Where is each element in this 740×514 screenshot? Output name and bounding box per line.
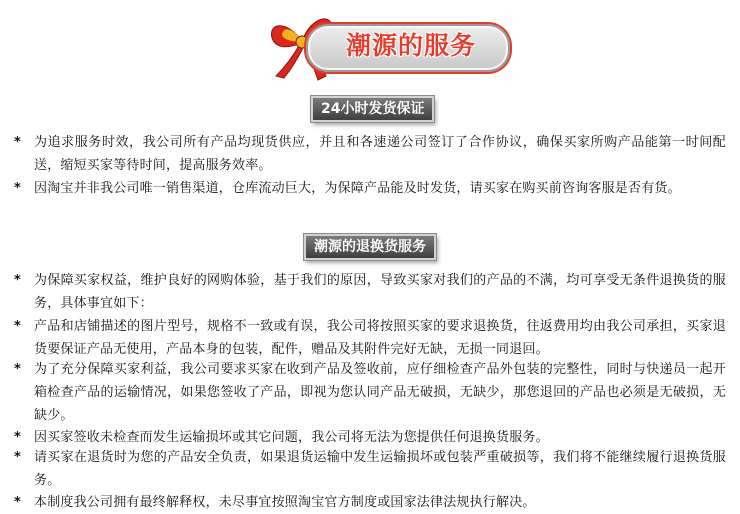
list-item-text: 本制度我公司拥有最终解释权，未尽事宜按照淘宝官方制度或国家法律法规执行解决。 <box>34 495 536 510</box>
list-item-text: 请买家在退货时为您的产品安全负责，如果退货运输中发生运输损坏或包装严重破损等，我们将不能继续履行退换货服务。 <box>34 450 726 488</box>
list-item-text: 因买家签收未检查而发生运输损坏或其它问题，我公司将无法为您提供任何退换货服务。 <box>34 430 549 445</box>
title-banner <box>258 2 514 92</box>
list-item <box>14 315 726 361</box>
list-item-text: 为保障买家权益，维护良好的网购体验，基于我们的原因，导致买家对我们的产品的不满，均可享受无条件退换货的服务，具体事宜如下： <box>34 273 726 311</box>
list-item <box>14 177 726 200</box>
list-item <box>14 131 726 177</box>
bullet-icon: * <box>14 319 21 334</box>
bullet-icon: * <box>14 362 21 377</box>
bullet-icon: * <box>14 273 21 288</box>
section-heading-returns: 潮源的退换货服务 <box>304 234 436 260</box>
list-item-text: 为了充分保障买家利益，我公司要求买家在收到产品及签收前，应仔细检查产品外包装的完整性，同时与快递员一起开箱检查产品的运输情况，如果您签收了产品，即视为您认同产品无破损，无缺少，那您退回的产品也必须是无破损，无缺少。 <box>34 362 726 423</box>
bullet-icon: * <box>14 495 21 510</box>
list-item <box>14 358 726 427</box>
list-item <box>14 269 726 315</box>
bullet-icon: * <box>14 181 21 196</box>
bullet-icon: * <box>14 450 21 465</box>
bullet-icon: * <box>14 430 21 445</box>
list-item-text: 为追求服务时效，我公司所有产品均现货供应，并且和各速递公司签订了合作协议，确保买家所购产品能第一时间配送，缩短买家等待时间，提高服务效率。 <box>34 135 726 173</box>
list-item-text: 因淘宝并非我公司唯一销售渠道，仓库流动巨大，为保障产品能及时发货，请买家在购买前咨询客服是否有货。 <box>34 181 681 196</box>
list-item-text: 产品和店铺描述的图片型号，规格不一致或有误，我公司将按照买家的要求退换货，往返费用均由我公司承担，买家退货要保证产品无使用，产品本身的包装，配件，赠品及其附件完好无缺，无损一同退回。 <box>34 319 726 357</box>
page-title: 潮源的服务 <box>345 31 476 60</box>
bullet-icon: * <box>14 135 21 150</box>
list-item <box>14 491 726 514</box>
list-item <box>14 446 726 492</box>
section-heading-delivery: 24小时发货保证 <box>311 96 434 122</box>
